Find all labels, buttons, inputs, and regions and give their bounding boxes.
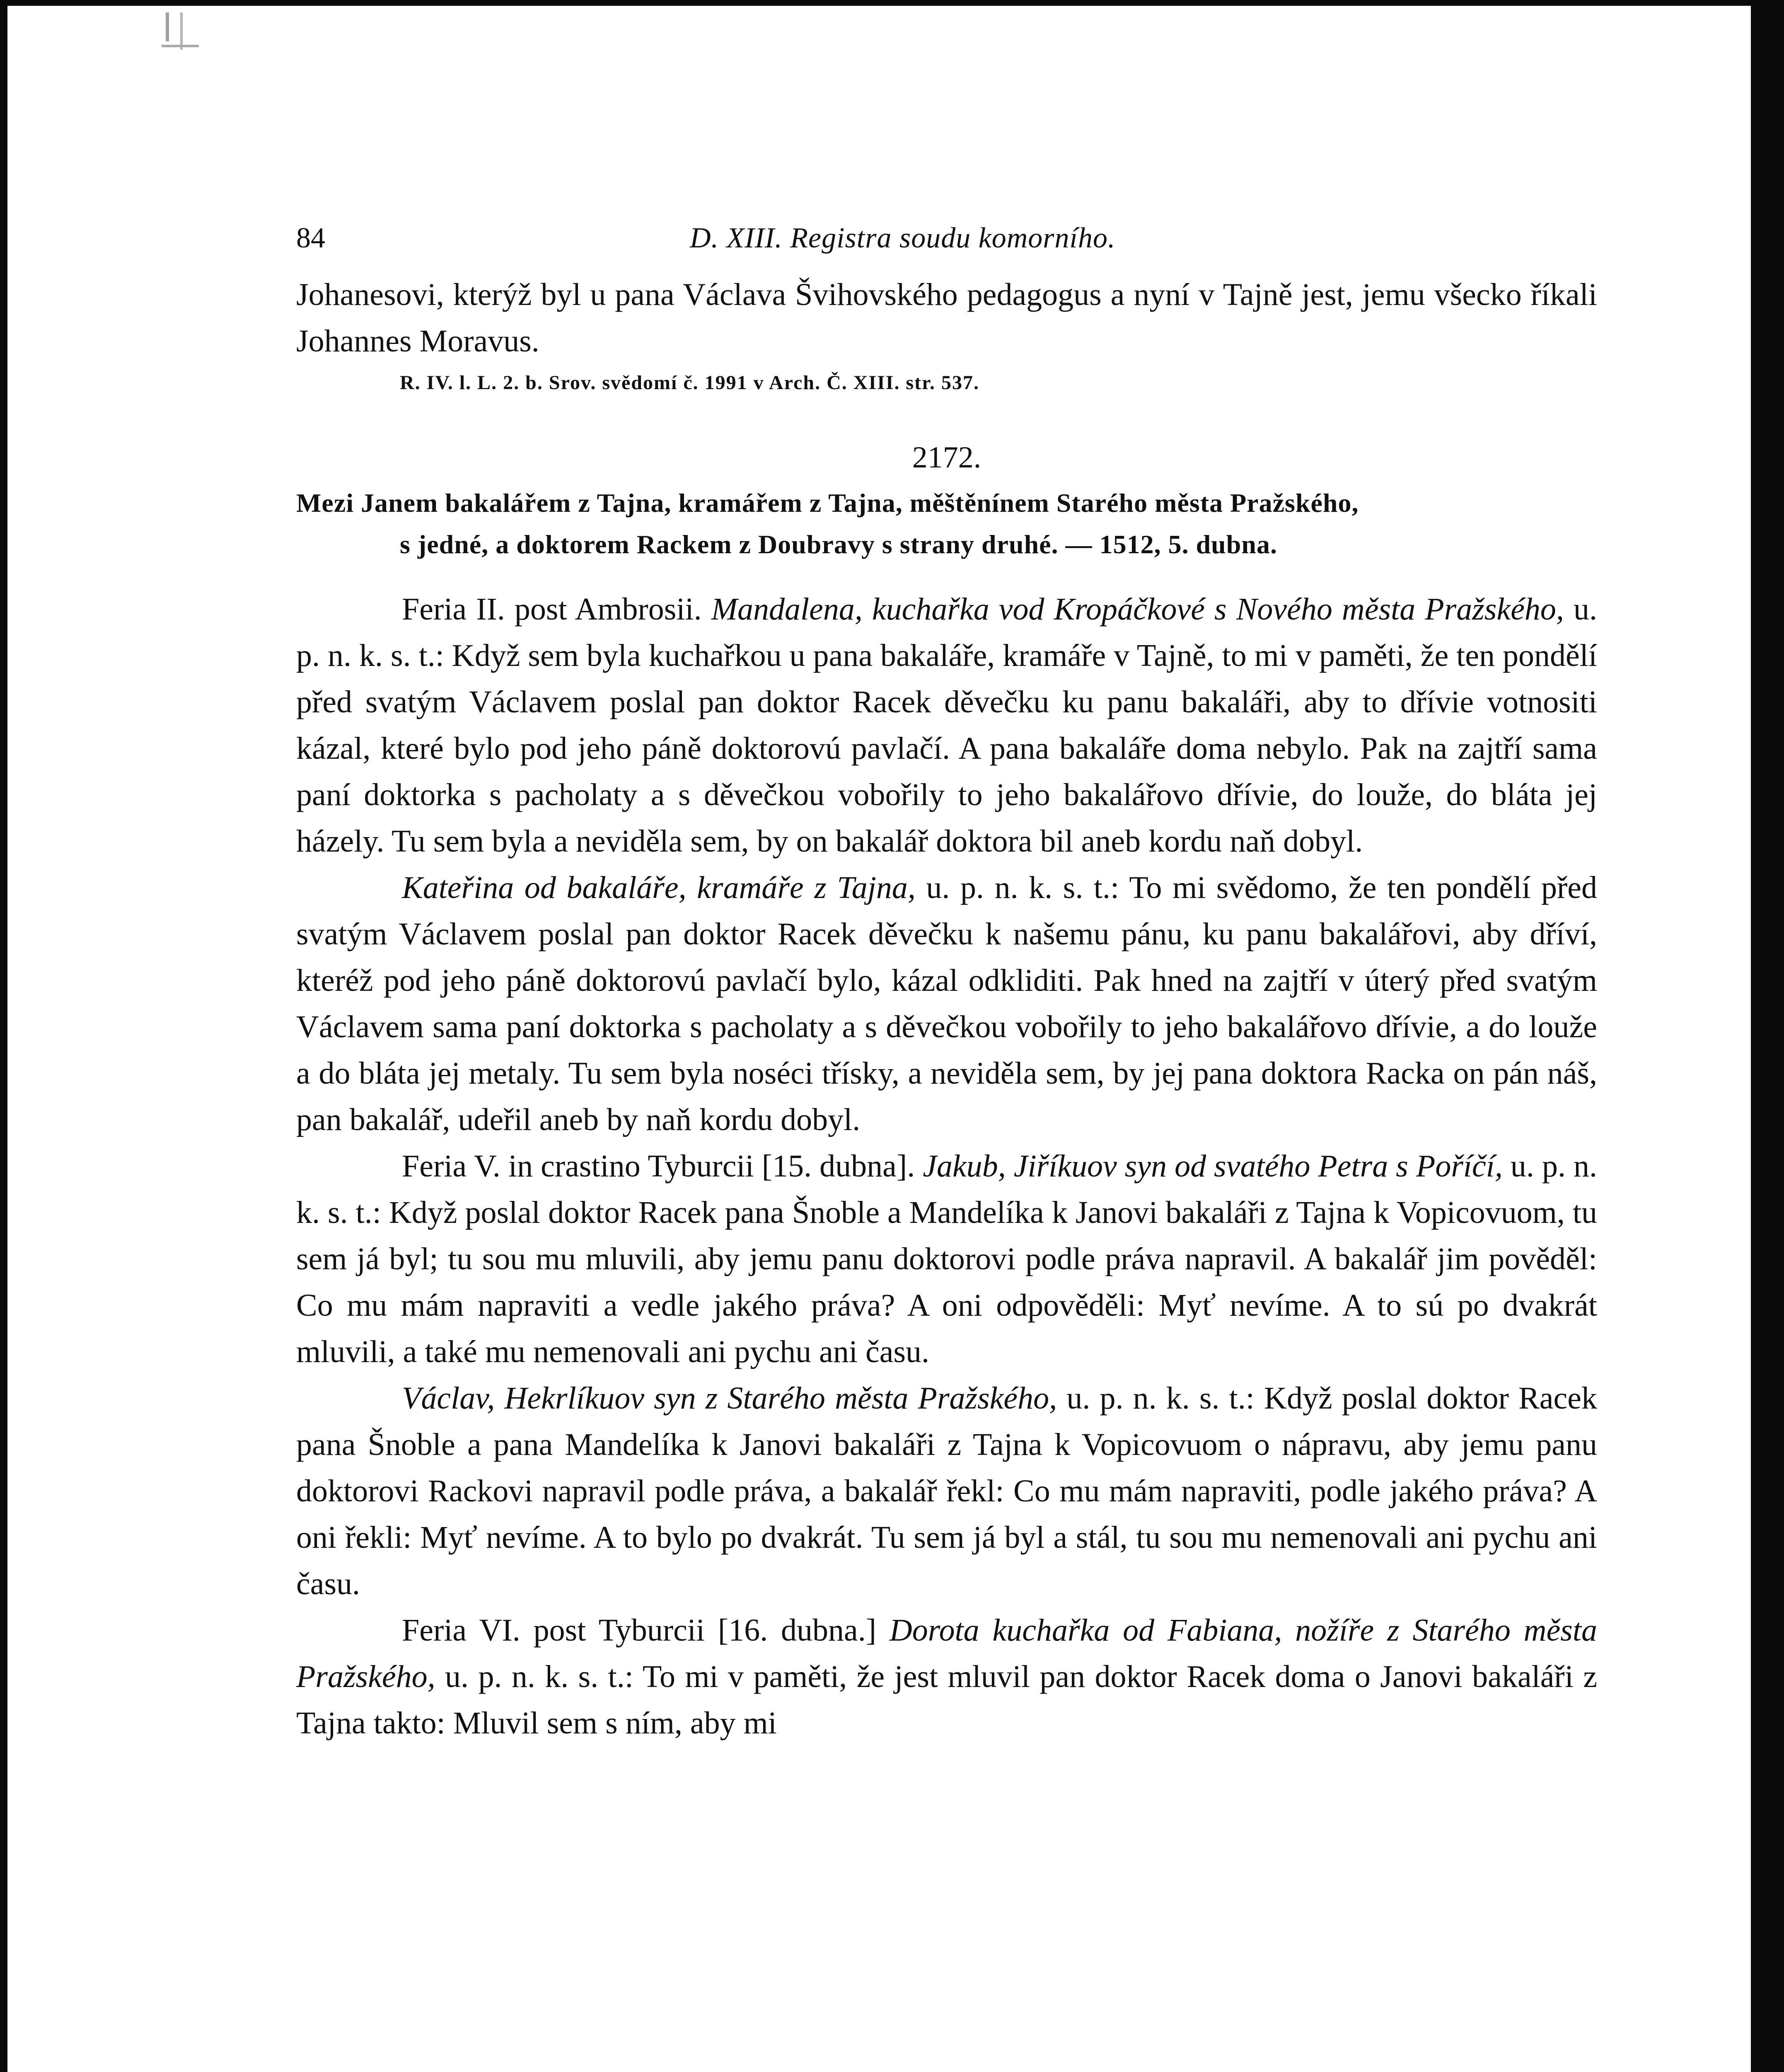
testimony-paragraph	[296, 864, 1597, 1143]
testimony-lead: Feria V. in crastino Tyburcii [15. dubna].	[402, 1149, 923, 1184]
witness-name: Kateřina od bakaláře, kramáře z Tajna,	[402, 870, 916, 905]
page-header	[296, 209, 1597, 271]
testimony-paragraph	[296, 1607, 1597, 1746]
testimony-paragraph	[296, 1143, 1597, 1375]
testimony-text: u. p. n. k. s. t.: To mi svědomo, že ten pondělí před svatým Václavem poslal pan doktor Racek děvečku k našemu pánu, ku panu bakalářovi, aby dříví, kteréž pod jeho páně doktorovú pavlačí bylo, kázal odkliditi. Pak hned na zajtří v úterý před svatým Václavem sama paní doktorka s pacholaty a s děvečkou vobořily to jeho bakalářovo dřívie, a do louže a do bláta jej metaly. Tu sem byla noséci třísky, a neviděla sem, by jej pana doktora Racka on pán náš, pan bakalář, udeřil aneb by naň kordu dobyl.	[296, 870, 1598, 1137]
scan-border-left	[0, 0, 7, 2072]
continuation-text: Johanesovi, kterýž byl u pana Václava Švihovského pedagogus a nyní v Tajně jest, jemu všecko říkali Johannes Moravus.	[296, 277, 1597, 358]
witness-name: Mandalena, kuchařka vod Kropáčkové s Nového města Pražského,	[711, 592, 1564, 627]
entry-summary-rest: s jedné, a doktorem Rackem z Doubravy s strany druhé. — 1512, 5. dubna.	[400, 530, 1277, 559]
page-number: 84	[296, 222, 325, 254]
testimony-text: u. p. n. k. s. t.: Když poslal doktor Racek pana Šnoble a Mandelíka k Janovi bakaláři z Tajna k Vopicovuom, tu sem já byl; tu sou mu mluvili, aby jemu panu doktorovi podle práva napravil. A bakalář jim pověděl: Co mu mám napraviti a vedle jakého práva? A oni odpověděli: Myť nevíme. A to sú po dvakrát mluvili, a také mu nemenovali ani pychu ani času.	[296, 1149, 1597, 1369]
witness-name: Václav, Hekrlíkuov syn z Starého města Pražského,	[402, 1381, 1057, 1416]
testimony-lead: Feria II. post Ambrosii.	[402, 592, 711, 627]
testimony-paragraph	[296, 586, 1597, 864]
testimony-lead: Feria VI. post Tyburcii [16. dubna.]	[402, 1613, 890, 1648]
source-note: R. IV. l. L. 2. b. Srov. svědomí č. 1991 v Arch. Č. XIII. str. 537.	[400, 372, 980, 394]
scan-border-right	[1751, 0, 1784, 2072]
testimony-paragraph	[296, 1375, 1597, 1607]
book-page	[296, 209, 1597, 1746]
testimony-text: u. p. n. k. s. t.: To mi v paměti, že jest mluvil pan doktor Racek doma o Janovi bakaláři z Tajna takto: Mluvil sem s ním, aby mi	[296, 1659, 1597, 1740]
witness-name: Dorota kuchařka od Fabiana, nožíře z Starého města Pražského,	[296, 1613, 1597, 1694]
library-stamp-mark-icon	[157, 8, 203, 54]
entry-summary-first-line: Mezi Janem bakalářem z Tajna, kramářem z Tajna, měštěnínem Starého města Pražského,	[296, 488, 1359, 518]
testimony-text: u. p. n. k. s. t.: Když poslal doktor Racek pana Šnoble a pana Mandelíka k Janovi bakaláři z Tajna k Vopicovuom o nápravu, aby jemu panu doktorovi Rackovi napravil podle práva, a bakalář řekl: Co mu mám napraviti, podle jakého práva? A oni řekli: Myť nevíme. A to bylo po dvakrát. Tu sem já byl a stál, tu sou mu nemenovali ani pychu ani času.	[296, 1381, 1597, 1601]
entry-number: 2172.	[912, 441, 981, 474]
testimony-text: u. p. n. k. s. t.: Když sem byla kuchařkou u pana bakaláře, kramáře v Tajně, to mi v paměti, že ten pondělí před svatým Václavem poslal pan doktor Racek děvečku ku panu bakaláři, aby to dřívie votnositi kázal, které bylo pod jeho páně doktorovú pavlačí. A pana bakaláře doma nebylo. Pak na zajtří sama paní doktorka s pacholaty a s děvečkou vobořily to jeho bakalářovo dřívie, do louže, do bláta jej házely. Tu sem byla a neviděla sem, by on bakalář doktora bil aneb kordu naň dobyl.	[296, 592, 1598, 859]
witness-name: Jakub, Jiříkuov syn od svatého Petra s Poříčí,	[923, 1149, 1503, 1184]
scan-border-top	[0, 0, 1784, 6]
running-head: D. XIII. Registra soudu komorního.	[690, 222, 1116, 254]
entry-summary	[296, 482, 1597, 565]
